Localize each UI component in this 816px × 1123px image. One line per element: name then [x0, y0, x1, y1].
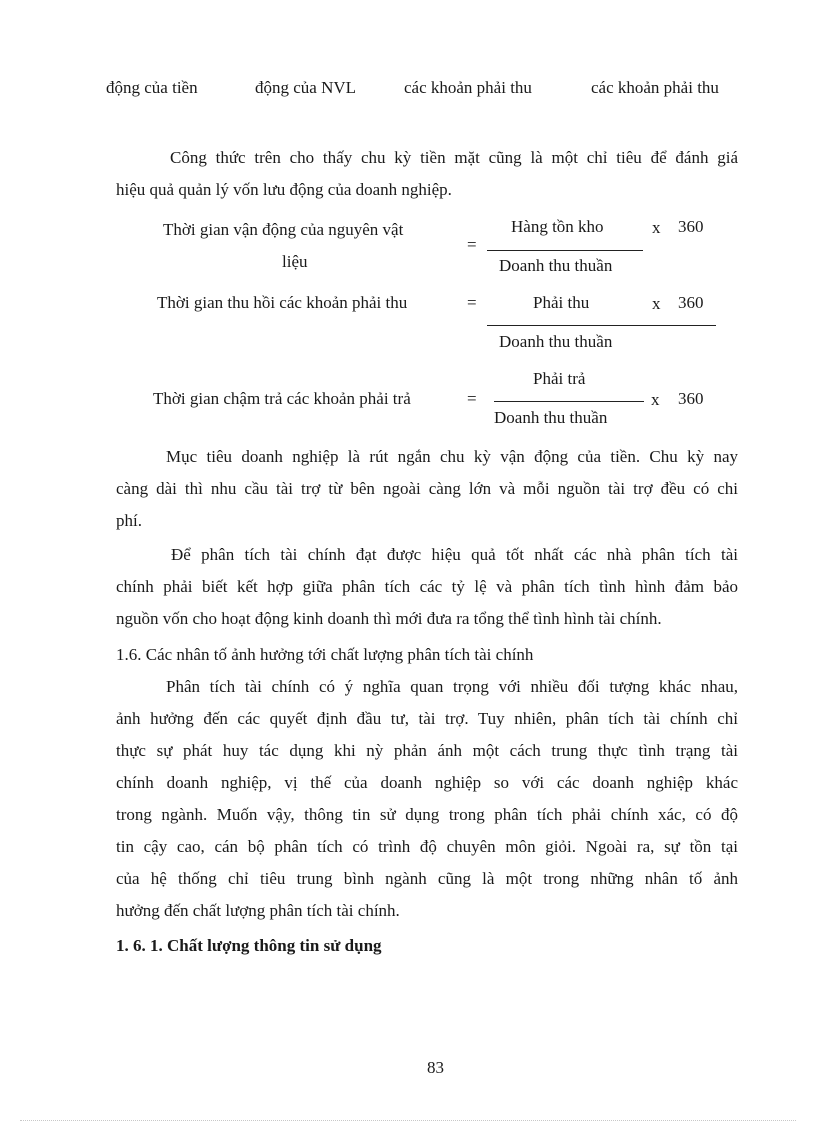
formula-2-label: Thời gian thu hồi các khoản phải thu	[157, 293, 408, 312]
formula-2-times: x	[652, 294, 661, 313]
formula-1-factor: 360	[678, 217, 704, 236]
formula-1-label-line-2: liệu	[282, 252, 308, 271]
para3-line-2: ảnh hưởng đến các quyết định đầu tư, tài trợ. Tuy nhiên, phân tích tài chính chỉ	[116, 709, 738, 728]
para1-line-3: phí.	[116, 511, 142, 530]
formula-3-equals: =	[467, 389, 477, 408]
formula-1-equals: =	[467, 235, 477, 254]
para3-line-5: trong ngành. Muốn vậy, thông tin sử dụng trong phân tích phải chính xác, có độ	[116, 805, 738, 824]
section-heading-1-6-1: 1. 6. 1. Chất lượng thông tin sử dụng	[116, 936, 382, 955]
top-row-cell-2: động của NVL	[255, 78, 357, 97]
top-row-cell-4: các khoản phải thu	[591, 78, 719, 97]
para2-line-2: chính phải biết kết hợp giữa phân tích các tỷ lệ và phân tích tình hình đảm bảo	[116, 577, 738, 596]
formula-3-times: x	[651, 390, 660, 409]
formula-2-numerator: Phải thu	[533, 293, 590, 312]
para2-line-3: nguồn vốn cho hoạt động kinh doanh thì mới đưa ra tổng thể tình hình tài chính.	[116, 609, 662, 628]
para3-line-6: tin cậy cao, cán bộ phân tích có trình độ chuyên môn giỏi. Ngoài ra, sự tồn tại	[116, 837, 738, 856]
formula-1-denominator: Doanh thu thuần	[499, 256, 613, 275]
formula-1-fraction-bar	[487, 250, 643, 251]
para1-line-2: càng dài thì nhu cầu tài trợ từ bên ngoài càng lớn và mỗi nguồn tài trợ đều có chi	[116, 479, 738, 498]
formula-1-numerator: Hàng tồn kho	[511, 217, 604, 236]
intro-line-1: Công thức trên cho thấy chu kỳ tiền mặt cũng là một chỉ tiêu để đánh giá	[170, 148, 738, 167]
formula-2-denominator: Doanh thu thuần	[499, 332, 613, 351]
formula-1-times: x	[652, 218, 661, 237]
formula-2-fraction-bar	[487, 325, 716, 326]
formula-3-factor: 360	[678, 389, 704, 408]
para3-line-7: của hệ thống chỉ tiêu trung bình ngành cũng là một trong những nhân tố ảnh	[116, 869, 738, 888]
formula-2-equals: =	[467, 293, 477, 312]
para3-line-1: Phân tích tài chính có ý nghĩa quan trọng với nhiều đối tượng khác nhau,	[166, 677, 738, 696]
para2-line-1: Để phân tích tài chính đạt được hiệu quả tốt nhất các nhà phân tích tài	[171, 545, 738, 564]
formula-3-fraction-bar	[494, 401, 644, 402]
intro-line-2: hiệu quả quản lý vốn lưu động của doanh nghiệp.	[116, 180, 452, 199]
formula-3-denominator: Doanh thu thuần	[494, 408, 608, 427]
formula-1-label-line-1: Thời gian vận động của nguyên vật	[163, 220, 404, 239]
formula-2-factor: 360	[678, 293, 704, 312]
para1-line-1: Mục tiêu doanh nghiệp là rút ngắn chu kỳ vận động của tiền. Chu kỳ nay	[166, 447, 738, 466]
para3-line-4: chính doanh nghiệp, vị thế của doanh nghiệp so với các doanh nghiệp khác	[116, 773, 738, 792]
formula-3-numerator: Phải trả	[533, 369, 586, 388]
page-number: 83	[427, 1058, 444, 1077]
page-bottom-divider	[20, 1120, 796, 1121]
formula-3-label: Thời gian chậm trả các khoản phải trả	[153, 389, 411, 408]
top-row-cell-1: động của tiền	[106, 78, 198, 97]
para3-line-8: hưởng đến chất lượng phân tích tài chính.	[116, 901, 400, 920]
section-heading-1-6: 1.6. Các nhân tố ảnh hưởng tới chất lượng phân tích tài chính	[116, 645, 534, 664]
para3-line-3: thực sự phát huy tác dụng khi nỳ phản ánh một cách trung thực tình trạng tài	[116, 741, 738, 760]
top-row-cell-3: các khoản phải thu	[404, 78, 532, 97]
